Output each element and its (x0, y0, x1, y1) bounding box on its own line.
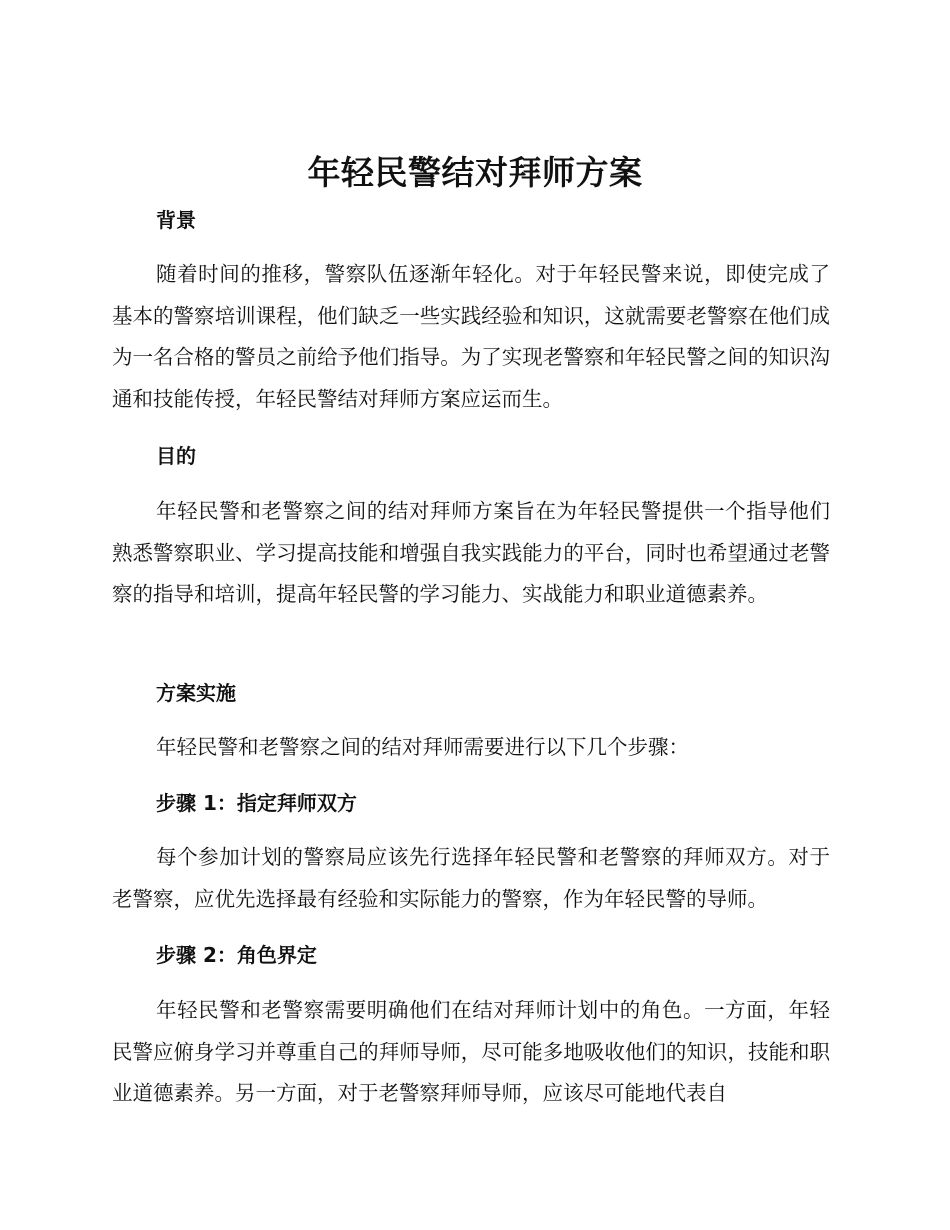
document-title: 年轻民警结对拜师方案 (307, 153, 643, 192)
section-paragraph-purpose: 年轻民警和老警察之间的结对拜师方案旨在为年轻民警提供一个指导他们熟悉警察职业、学习提高技能和增强自我实践能力的平台，同时也希望通过老警察的指导和培训，提高年轻民警的学习能力、实战能力和职业道德素养。 (112, 499, 830, 606)
section-heading-purpose: 目的 (156, 444, 196, 468)
section-heading-background: 背景 (156, 208, 196, 232)
section-paragraph-step-1: 每个参加计划的警察局应该先行选择年轻民警和老警察的拜师双方。对于老警察，应优先选择最有经验和实际能力的警察，作为年轻民警的导师。 (112, 845, 830, 911)
section-paragraph-implementation: 年轻民警和老警察之间的结对拜师需要进行以下几个步骤： (156, 735, 689, 759)
section-heading-implementation: 方案实施 (156, 681, 236, 705)
section-paragraph-background: 随着时间的推移，警察队伍逐渐年轻化。对于年轻民警来说，即使完成了基本的警察培训课程，他们缺乏一些实践经验和知识，这就需要老警察在他们成为一名合格的警员之前给予他们指导。为了实现老警察和年轻民警之间的知识沟通和技能传授，年轻民警结对拜师方案应运而生。 (112, 262, 830, 411)
section-heading-step-2: 步骤 2：角色界定 (156, 943, 317, 967)
section-heading-step-1: 步骤 1：指定拜师双方 (156, 791, 357, 815)
section-paragraph-step-2: 年轻民警和老警察需要明确他们在结对拜师计划中的角色。一方面，年轻民警应俯身学习并尊重自己的拜师导师，尽可能多地吸收他们的知识，技能和职业道德素养。另一方面，对于老警察拜师导师，应该尽可能地代表自 (112, 998, 830, 1105)
